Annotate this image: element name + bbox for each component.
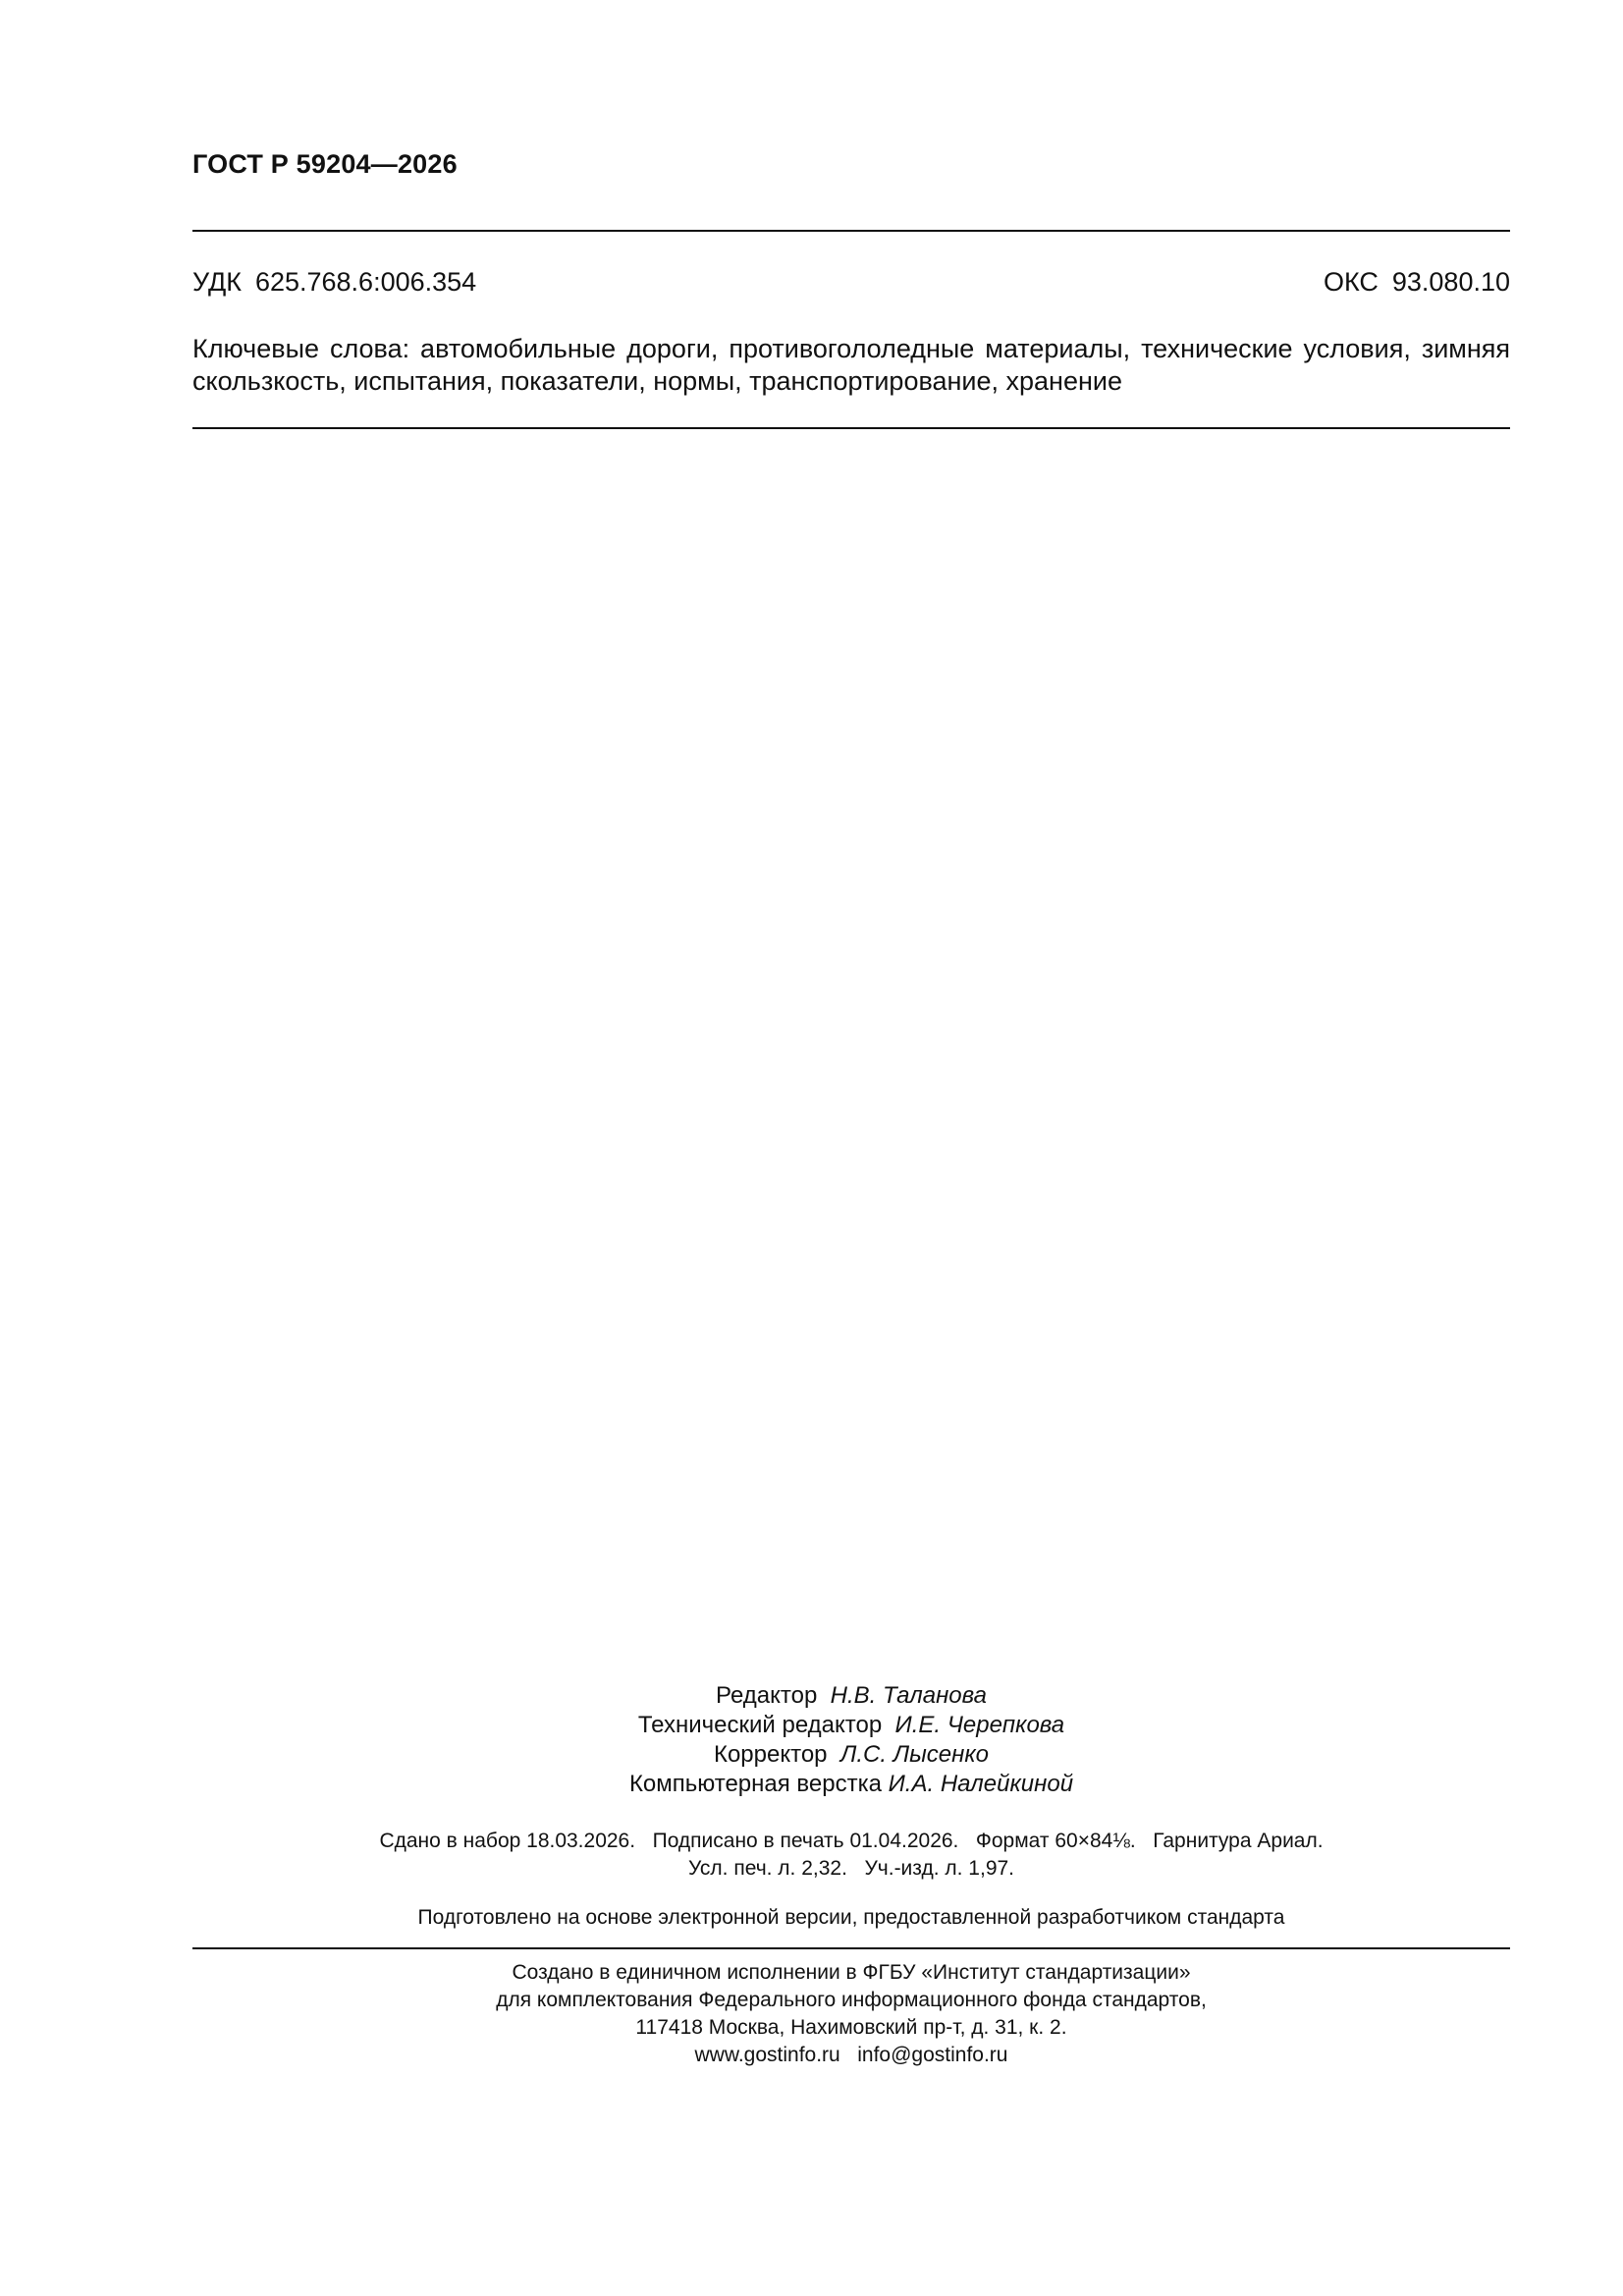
proofreader-label: Корректор [713,1741,828,1768]
layout-credit [192,1770,1510,1799]
layout-name: И.А. Налейкиной [888,1771,1074,1797]
proofreader-name: Л.С. Лысенко [839,1741,990,1768]
website-link[interactable]: www.gostinfo.ru [694,2044,840,2066]
standard-code-header: ГОСТ Р 59204—2026 [192,149,458,179]
prepared-note: Подготовлено на основе электронной версии, предоставленной разработчиком стандарта [417,1906,1285,1929]
udk-label: УДК [192,267,242,297]
publisher-divider [192,1947,1510,1949]
imprint-line-2 [192,1855,1510,1883]
oks-label: ОКС [1323,267,1379,297]
keywords-paragraph: Ключевые слова: автомобильные дороги, противогололедные материалы, технические условия, зимняя скользкость, испытания, показатели, нормы, транспортирование, хранение [192,334,1510,396]
imprint-line-1 [192,1828,1510,1855]
print-sheets: Усл. печ. л. 2,32. [687,1857,847,1880]
submitted-date: Сдано в набор 18.03.2026. [379,1830,636,1852]
editor-name: Н.В. Таланова [830,1682,987,1709]
publisher-address: 117418 Москва, Нахимовский пр-т, д. 31, к. 2. [635,2016,1067,2039]
tech-editor-name: И.Е. Черепкова [894,1712,1065,1738]
publisher-contacts [192,2042,1510,2069]
keywords-divider [192,427,1510,429]
udk-code [192,267,476,298]
publisher-line-1: Создано в единичном исполнении в ФГБУ «Институт стандартизации» [512,1961,1191,1984]
proofreader-credit [192,1740,1510,1770]
tech-editor-credit [192,1711,1510,1740]
top-divider [192,230,1510,232]
editor-label: Редактор [716,1682,818,1709]
paper-format: Формат 60×84⅛. [975,1830,1136,1852]
oks-value: 93.080.10 [1391,267,1510,297]
tech-editor-label: Технический редактор [637,1712,883,1738]
typeface: Гарнитура Ариал. [1153,1830,1324,1852]
publisher-info [192,1959,1510,2069]
print-imprint [192,1828,1510,1883]
signed-date: Подписано в печать 01.04.2026. [652,1830,959,1852]
layout-label: Компьютерная верстка [628,1771,882,1797]
editor-credit [192,1681,1510,1711]
oks-code [1324,267,1510,298]
udk-value: 625.768.6:006.354 [254,267,477,297]
publisher-line-2: для комплектования Федерального информационного фонда стандартов, [496,1989,1207,2011]
editorial-credits [192,1681,1510,1799]
email-link[interactable]: info@gostinfo.ru [857,2044,1008,2066]
publ-sheets: Уч.-изд. л. 1,97. [864,1857,1015,1880]
